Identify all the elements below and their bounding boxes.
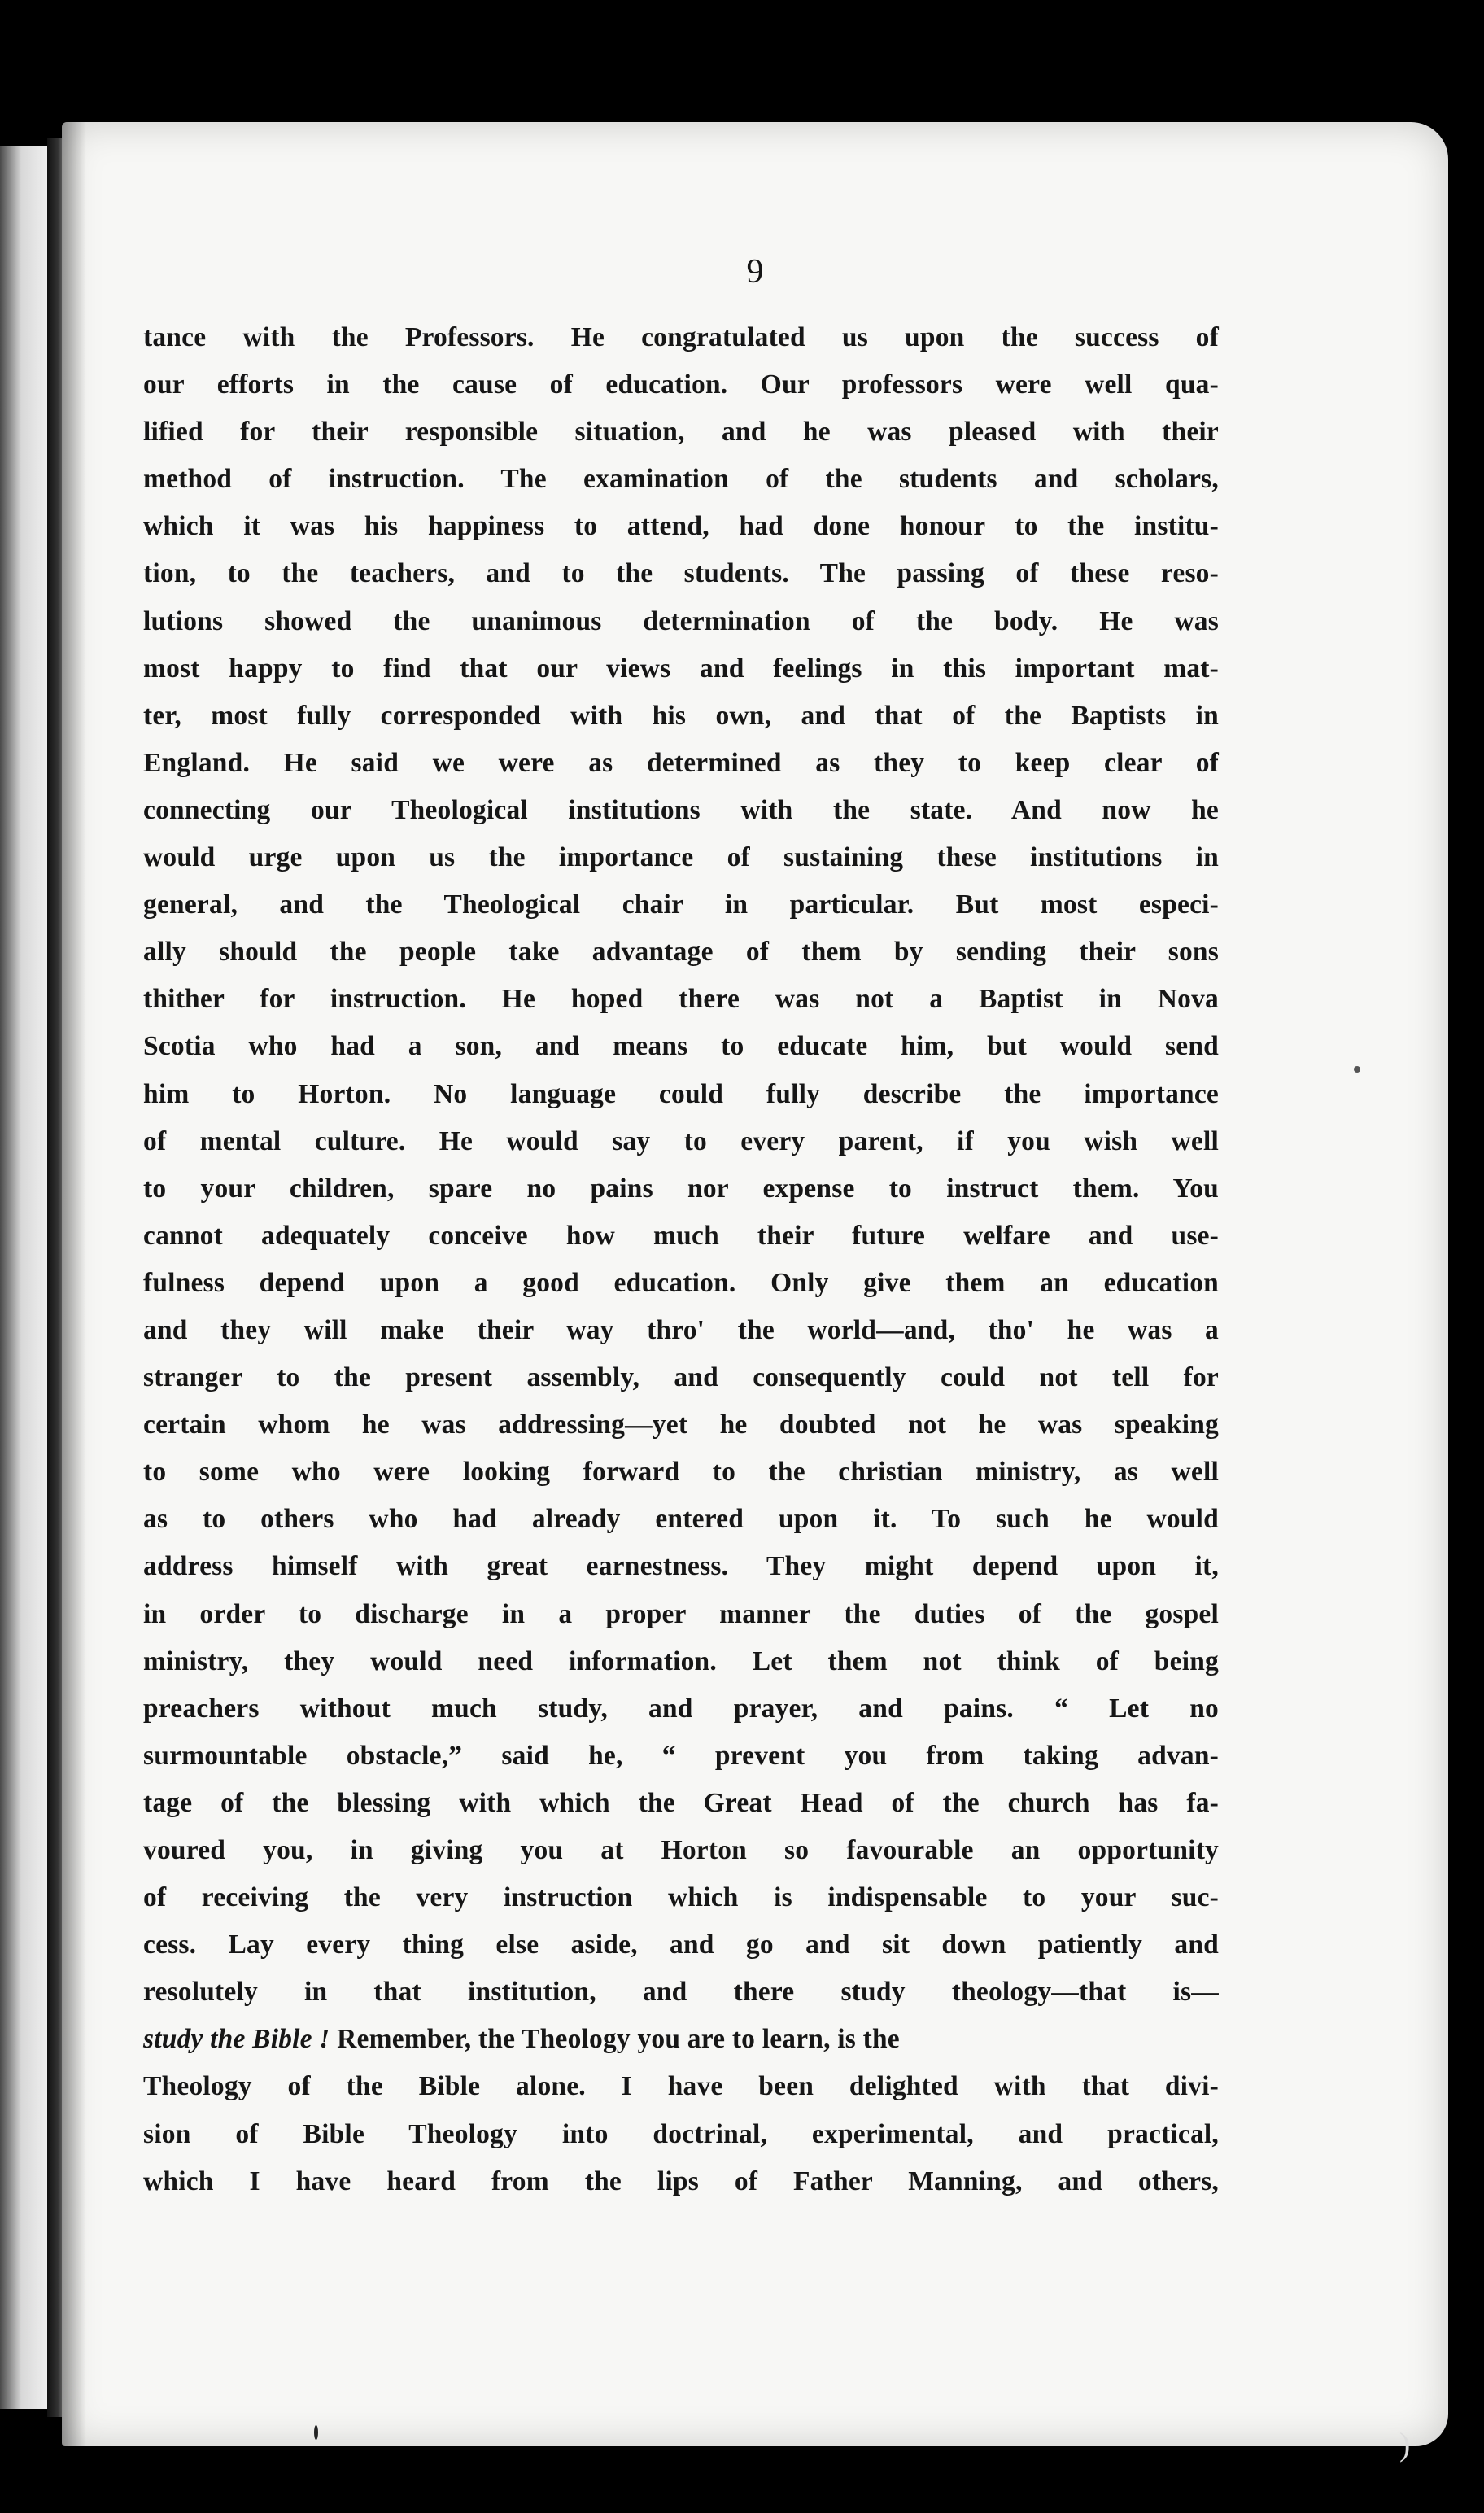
text-line: cess. Lay every thing else aside, and go and sit down patiently and xyxy=(143,1930,1219,1960)
text-line: to some who were looking forward to the christian ministry, as well xyxy=(143,1457,1219,1488)
text-line: thither for instruction. He hoped there was not a Baptist in Nova xyxy=(143,984,1219,1015)
text-line: Theology of the Bible alone. I have been delighted with that divi- xyxy=(143,2071,1219,2102)
text-line: resolutely in that institution, and there study theology—that is— xyxy=(143,1977,1219,2008)
scan-speck xyxy=(314,2425,318,2440)
text-line: of receiving the very instruction which is indispensable to your suc- xyxy=(143,1882,1219,1913)
text-line: cannot adequately conceive how much their future welfare and use- xyxy=(143,1220,1219,1251)
text-line: as to others who had already entered upon it. To such he would xyxy=(143,1504,1219,1535)
text-line: sion of Bible Theology into doctrinal, experimental, and practical, xyxy=(143,2118,1219,2149)
text-line: method of instruction. The examination of the students and scholars, xyxy=(143,464,1219,495)
text-line: and they will make their way thro' the world—and, tho' he was a xyxy=(143,1314,1219,1345)
text-line: connecting our Theological institutions with the state. And now he xyxy=(143,794,1219,825)
text-line-remainder: Remember, the Theology you are to learn, is the xyxy=(330,2024,900,2055)
text-line: would urge upon us the importance of sustaining these institutions in xyxy=(143,842,1219,873)
text-line: tage of the blessing with which the Great Head of the church has fa- xyxy=(143,1787,1219,1818)
text-line: most happy to find that our views and feelings in this important mat- xyxy=(143,653,1219,684)
text-line-with-italic xyxy=(143,2016,1219,2063)
page-edge-curl: ) xyxy=(1399,2426,1411,2463)
text-line: of mental culture. He would say to every parent, if you wish well xyxy=(143,1125,1219,1156)
text-line: address himself with great earnestness. They might depend upon it, xyxy=(143,1551,1219,1582)
text-line: voured you, in giving you at Horton so favourable an opportunity xyxy=(143,1835,1219,1865)
text-line: stranger to the present assembly, and consequently could not tell for xyxy=(143,1362,1219,1393)
text-line: preachers without much study, and prayer, and pains. “ Let no xyxy=(143,1693,1219,1724)
text-line: tion, to the teachers, and to the students. The passing of these reso- xyxy=(143,558,1219,589)
text-line: Scotia who had a son, and means to educate him, but would send xyxy=(143,1031,1219,1062)
text-line: lified for their responsible situation, and he was pleased with their xyxy=(143,417,1219,448)
text-line: lutions showed the unanimous determination of the body. He was xyxy=(143,605,1219,636)
text-line: general, and the Theological chair in particular. But most especi- xyxy=(143,889,1219,920)
body-text xyxy=(143,314,1219,2205)
book-page xyxy=(62,122,1448,2446)
text-line: surmountable obstacle,” said he, “ prevent you from taking advan- xyxy=(143,1740,1219,1771)
text-line: to your children, spare no pains nor expense to instruct them. You xyxy=(143,1173,1219,1204)
text-line: England. He said we were as determined as they to keep clear of xyxy=(143,747,1219,778)
text-line: which it was his happiness to attend, had done honour to the institu- xyxy=(143,511,1219,542)
left-page-edge xyxy=(0,146,47,2409)
text-line: certain whom he was addressing—yet he doubted not he was speaking xyxy=(143,1409,1219,1440)
page-number: 9 xyxy=(746,253,764,291)
text-line: fulness depend upon a good education. Only give them an education xyxy=(143,1267,1219,1298)
text-line: him to Horton. No language could fully describe the importance xyxy=(143,1078,1219,1109)
text-line: ally should the people take advantage of them by sending their sons xyxy=(143,937,1219,968)
text-line: ter, most fully corresponded with his own, and that of the Baptists in xyxy=(143,700,1219,731)
scan-speck xyxy=(1354,1066,1360,1073)
text-line: ministry, they would need information. Let them not think of being xyxy=(143,1645,1219,1676)
text-line: tance with the Professors. He congratulated us upon the success of xyxy=(143,322,1219,352)
text-line: which I have heard from the lips of Father Manning, and others, xyxy=(143,2166,1219,2196)
text-line: in order to discharge in a proper manner the duties of the gospel xyxy=(143,1598,1219,1629)
text-line: our efforts in the cause of education. Our professors were well qua- xyxy=(143,369,1219,400)
italic-phrase: study the Bible ! xyxy=(143,2024,330,2055)
